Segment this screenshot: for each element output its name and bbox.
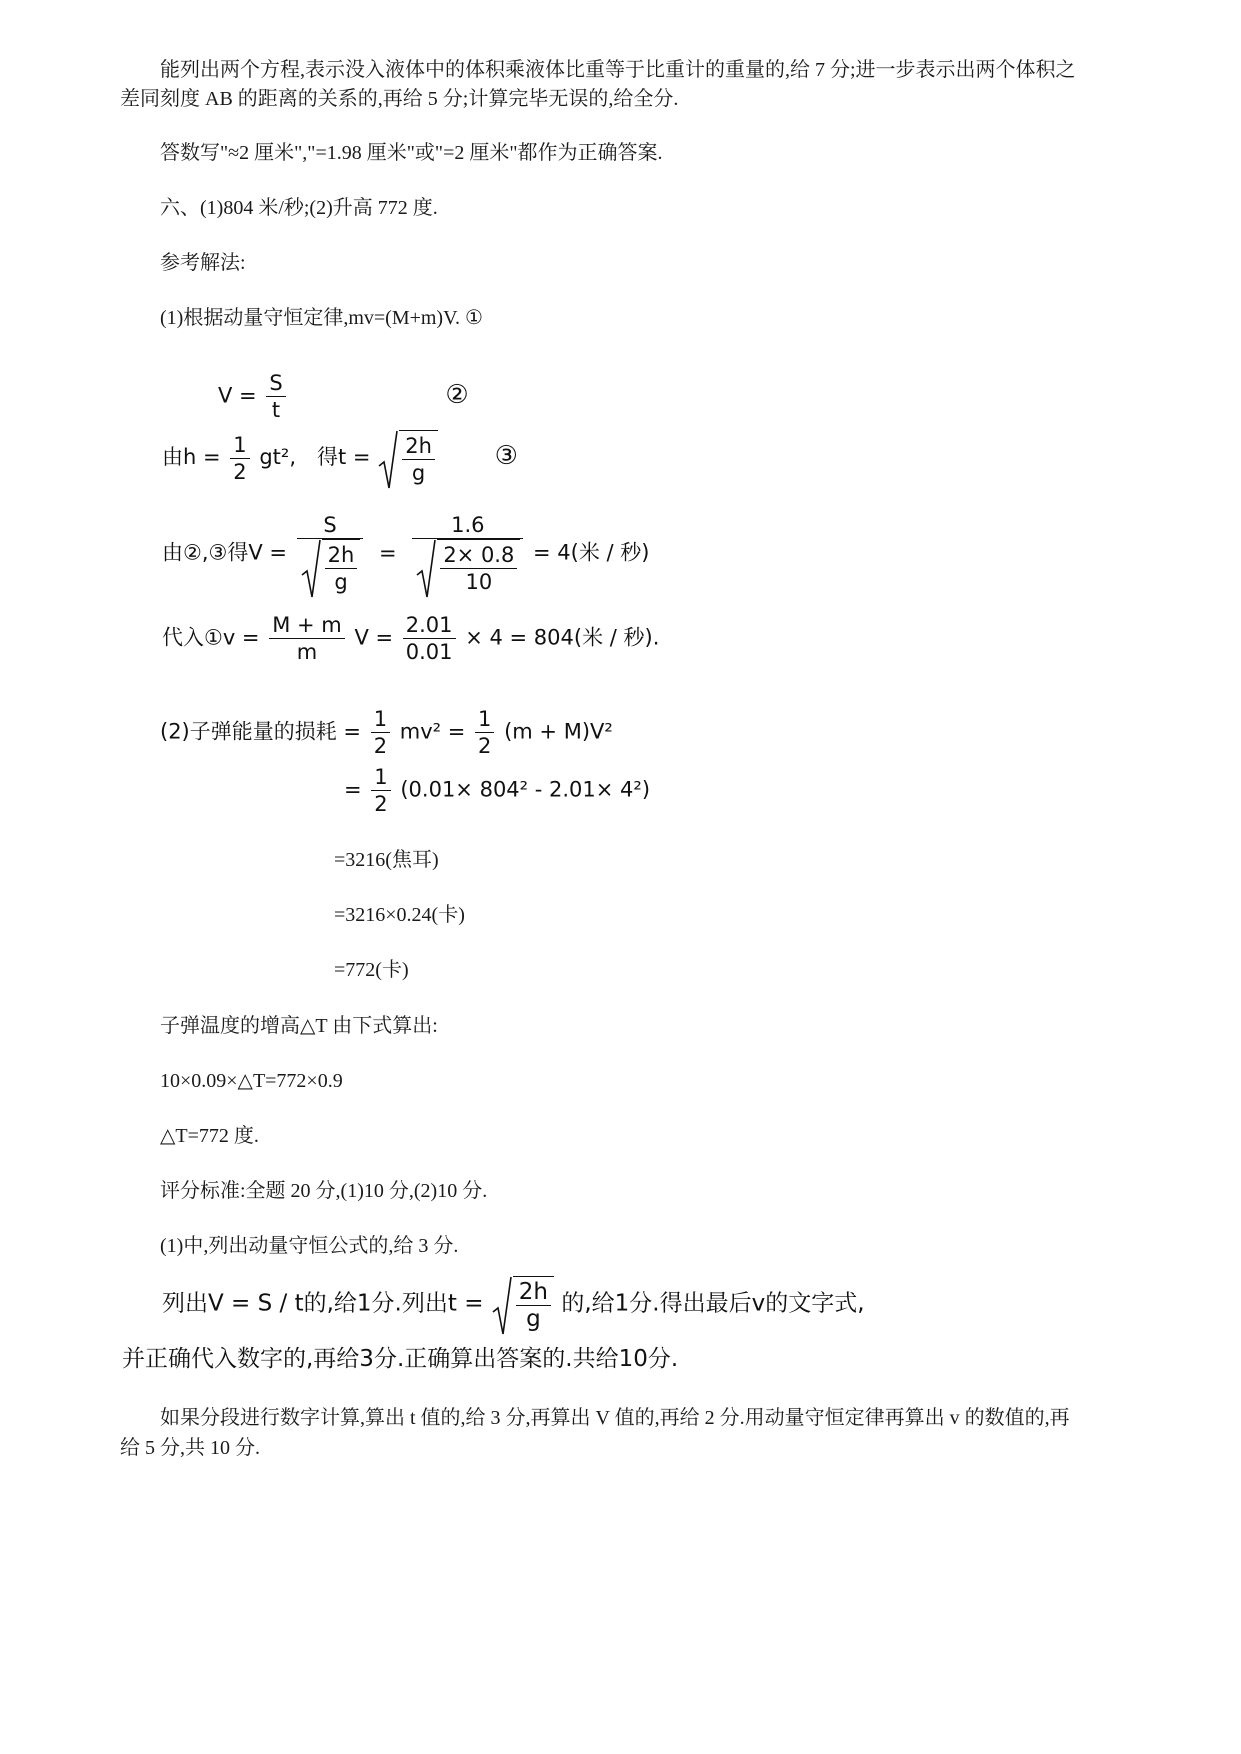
numerator: 2.01 <box>403 612 456 639</box>
formula-result: × 4 = 804(米 / 秒). <box>465 625 660 650</box>
numerator: 2× 0.8 <box>440 542 517 569</box>
sqrt-fraction <box>437 539 520 595</box>
numerator: 1 <box>371 764 390 791</box>
denominator: 2 <box>373 734 388 758</box>
radical-sign <box>415 539 437 599</box>
equation-mark: ③ <box>494 441 518 471</box>
numerator: M + m <box>269 612 345 639</box>
sqrt-fraction <box>513 1276 554 1332</box>
scoring-formula-line-2: 并正确代入数字的,再给3分.正确算出答案的.共给10分. <box>122 1346 679 1372</box>
formula-bullet-speed <box>162 612 659 665</box>
energy-calories: =772(卡) <box>334 959 409 981</box>
fraction <box>297 512 364 595</box>
sqrt-fraction <box>322 539 361 595</box>
formula-lhs: V = <box>218 383 257 408</box>
formula-mid: V = <box>354 625 394 650</box>
formula-prefix: 由h = <box>162 445 221 469</box>
radical-sign <box>300 539 322 599</box>
formula-energy-numeric <box>344 764 650 817</box>
formula-prefix: 代入①v = <box>162 625 260 650</box>
formula-prefix: 由②,③得V = <box>162 540 287 565</box>
sqrt-expression <box>377 430 438 486</box>
fraction <box>266 370 285 423</box>
equation-mark: ② <box>445 379 469 410</box>
scoring-text-post: 的,给1分.得出最后v的文字式, <box>561 1290 865 1317</box>
energy-joules: =3216(焦耳) <box>334 849 439 871</box>
denominator: t <box>271 398 281 422</box>
numerator: 1 <box>371 706 390 733</box>
momentum-equation: (1)根据动量守恒定律,mv=(M+m)V. ① <box>160 307 483 329</box>
energy-calories-calc: =3216×0.24(卡) <box>334 904 465 926</box>
fraction-numeric <box>412 512 523 595</box>
denominator: g <box>526 1306 541 1332</box>
scoring-alternative-cont: 给 5 分,共 10 分. <box>120 1437 260 1459</box>
denominator: g <box>334 570 348 594</box>
temperature-rise-intro: 子弹温度的增高△T 由下式算出: <box>160 1015 438 1037</box>
scoring-part1: (1)中,列出动量守恒公式的,给 3 分. <box>160 1235 459 1257</box>
formula-fall-time <box>162 430 518 486</box>
formula-velocity-def <box>218 370 469 423</box>
formula-rhs: (m + M)V² <box>504 719 613 744</box>
sqrt-expression <box>300 539 361 595</box>
fraction-half <box>475 706 494 759</box>
formula-mid: gt², 得t = <box>259 445 371 469</box>
formula-prefix: (2)子弹能量的损耗 = <box>160 719 362 744</box>
paragraph-scoring-1: 能列出两个方程,表示没入液体中的体积乘液体比重等于比重计的重量的,给 7 分;进一步表示出两个体积之 <box>160 59 1076 81</box>
numerator: S <box>266 370 285 397</box>
formula-result: = 4(米 / 秒) <box>533 540 650 565</box>
paragraph-scoring-1-cont: 差同刻度 AB 的距离的关系的,再给 5 分;计算完毕无误的,给全分. <box>120 88 679 110</box>
fraction-half <box>230 432 249 485</box>
equals: = <box>344 777 362 802</box>
denominator: m <box>296 640 318 664</box>
denominator: 2 <box>478 734 492 758</box>
numerator: S <box>297 512 364 539</box>
fraction-half <box>371 764 390 817</box>
numerator: 1.6 <box>412 512 523 539</box>
fraction <box>269 612 345 665</box>
formula-velocity-calc <box>162 512 649 595</box>
denominator: 0.01 <box>405 640 453 664</box>
denominator <box>412 539 523 595</box>
scoring-text-pre: 列出V = S / t的,给1分.列出t = <box>162 1290 484 1317</box>
denominator: g <box>411 461 426 485</box>
denominator: 2 <box>233 459 247 484</box>
scoring-alternative: 如果分段进行数字计算,算出 t 值的,给 3 分,再算出 V 值的,再给 2 分.用动量守恒定律再算出 v 的数值的,再 <box>160 1407 1070 1429</box>
equals: = <box>379 540 397 565</box>
scoring-criteria: 评分标准:全题 20 分,(1)10 分,(2)10 分. <box>160 1180 488 1202</box>
formula-mid: mv² = <box>399 719 466 744</box>
numerator: 2h <box>516 1279 551 1306</box>
reference-solution-heading: 参考解法: <box>160 252 246 274</box>
sqrt-expression <box>491 1276 554 1332</box>
radical-sign <box>491 1276 513 1336</box>
answer-note: 答数写"≈2 厘米","=1.98 厘米"或"=2 厘米"都作为正确答案. <box>160 142 663 164</box>
formula-rhs: (0.01× 804² - 2.01× 4²) <box>400 777 651 802</box>
sqrt-fraction <box>399 430 438 486</box>
sqrt-expression <box>415 539 520 595</box>
numerator: 2h <box>325 542 358 569</box>
numerator: 1 <box>230 432 249 459</box>
scoring-formula-line <box>162 1276 865 1332</box>
denominator: 10 <box>465 570 493 594</box>
fraction-numeric <box>403 612 456 665</box>
numerator: 1 <box>475 706 494 733</box>
denominator <box>297 539 364 595</box>
numerator: 2h <box>402 433 435 460</box>
section-six-answer: 六、(1)804 米/秒;(2)升高 772 度. <box>160 197 438 219</box>
temperature-result: △T=772 度. <box>160 1125 259 1147</box>
formula-energy-loss <box>160 706 613 759</box>
fraction-half <box>371 706 390 759</box>
temperature-equation: 10×0.09×△T=772×0.9 <box>160 1070 343 1092</box>
denominator: 2 <box>374 792 388 816</box>
radical-sign <box>377 430 399 490</box>
